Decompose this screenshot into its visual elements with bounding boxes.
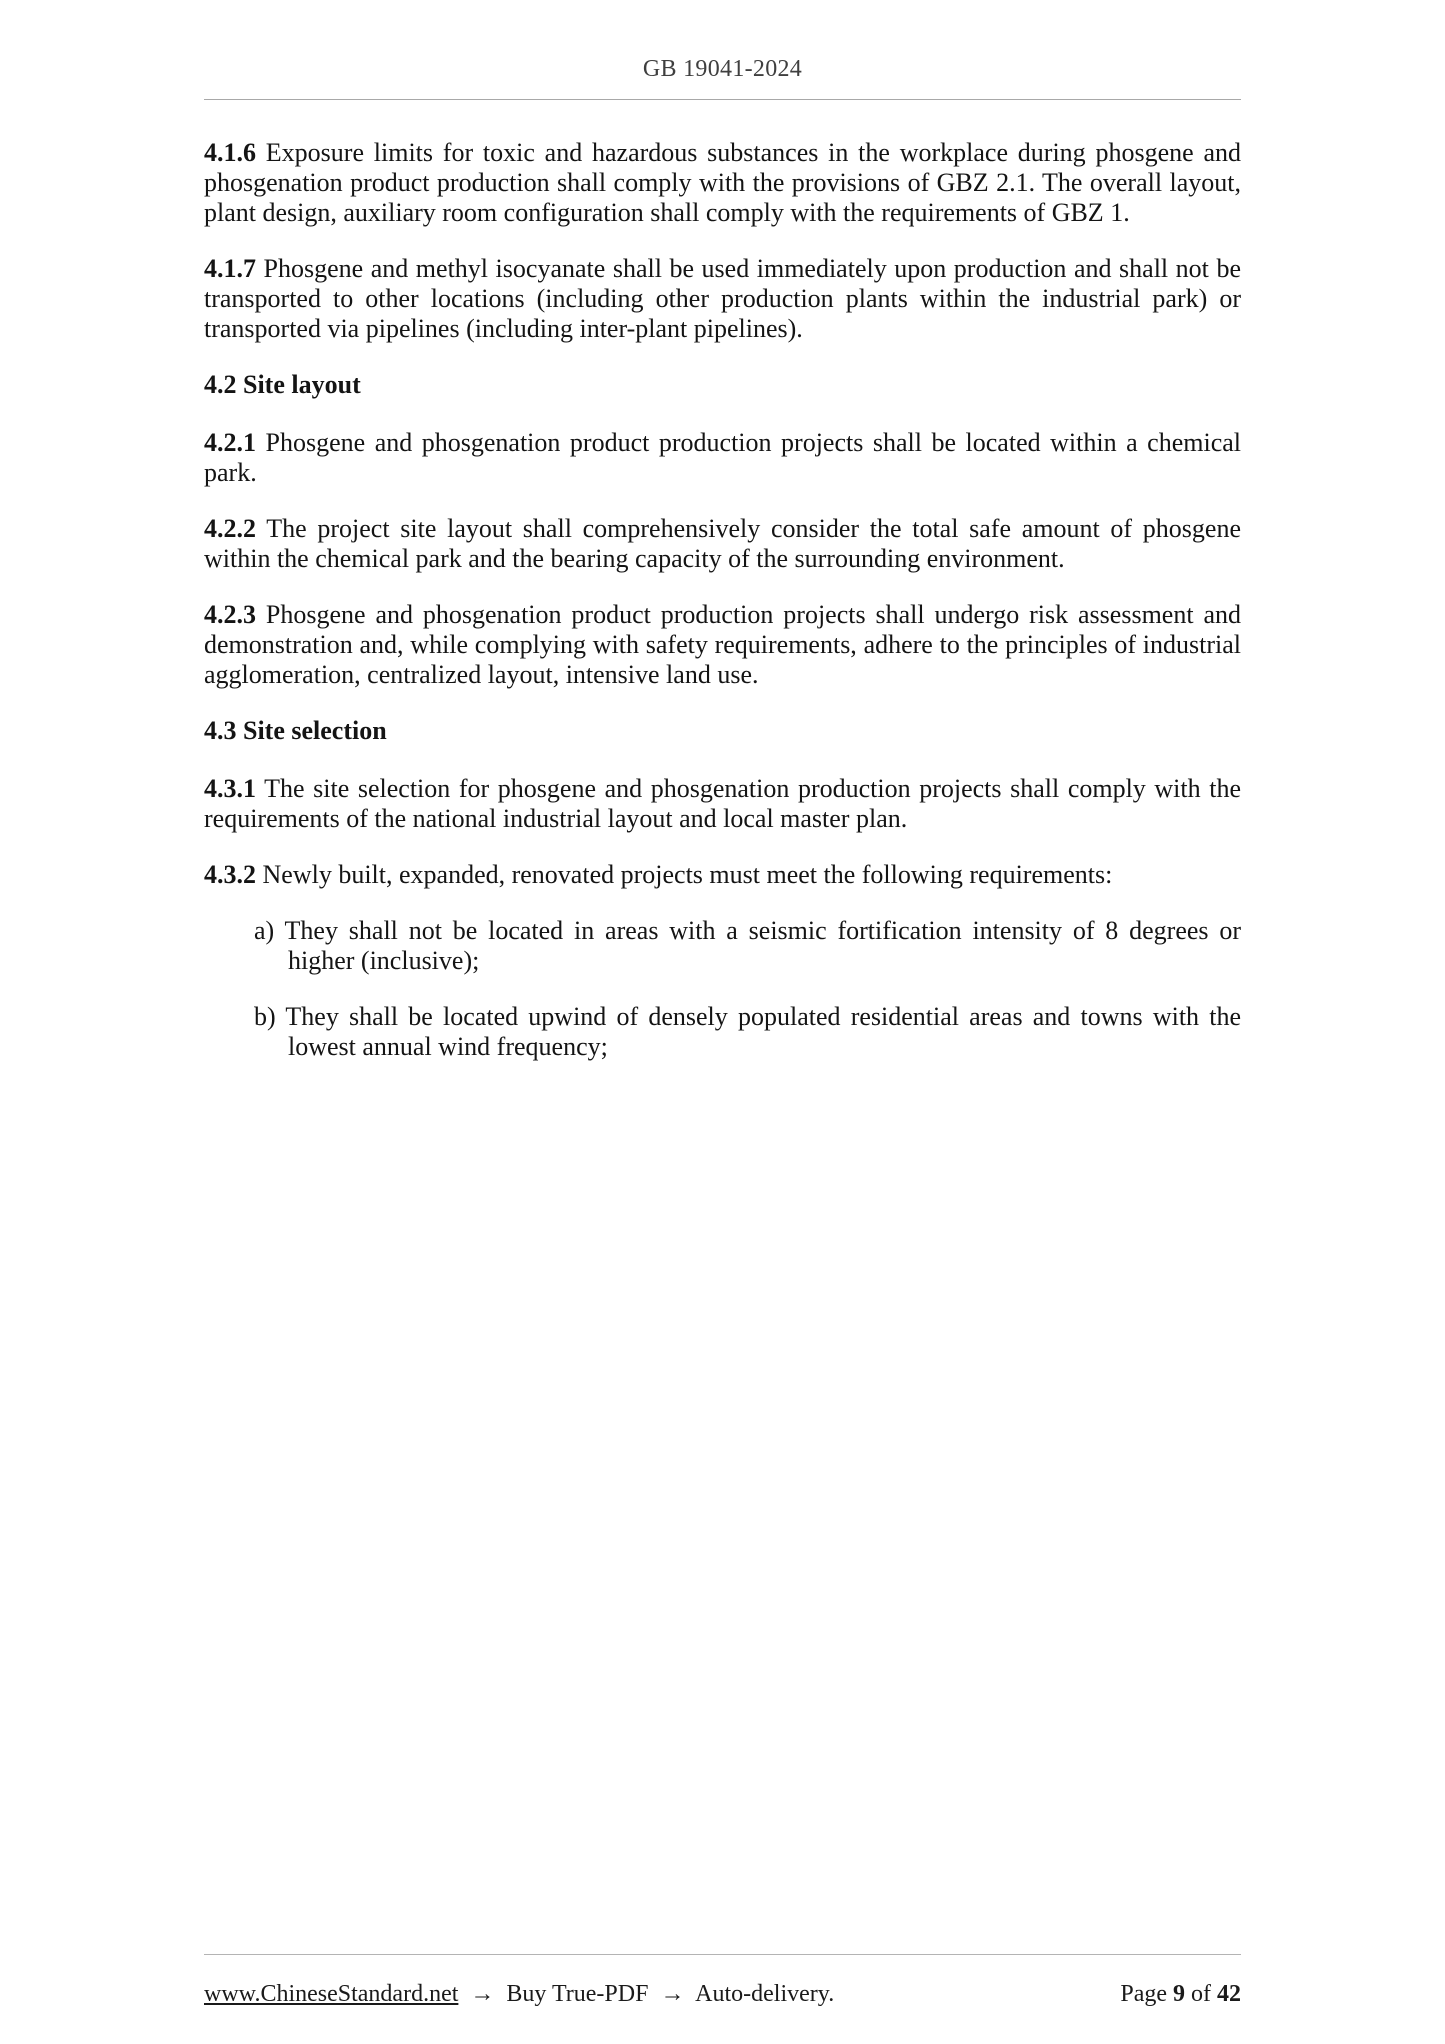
- clause-number: 4.2.2: [204, 514, 256, 543]
- document-content: [0, 100, 1445, 1062]
- clause-number: 4.1.6: [204, 138, 256, 167]
- list-item-b: [254, 1002, 1241, 1062]
- clause-4-3-1: [204, 774, 1241, 834]
- arrow-right-icon: →: [660, 1981, 685, 2007]
- list-label: b): [254, 1002, 276, 1031]
- auto-delivery-text: Auto-delivery.: [695, 1981, 835, 2007]
- list-label: a): [254, 916, 275, 945]
- footer-promo: [204, 1981, 834, 2008]
- clause-4-3-2: [204, 860, 1241, 890]
- clause-text: The site selection for phosgene and phosgenation production projects shall comply with the requirements of the national industrial layout and local master plan.: [204, 774, 1241, 833]
- clause-text: Exposure limits for toxic and hazardous substances in the workplace during phosgene and phosgenation product production shall comply with the provisions of GBZ 2.1. The overall layout, plant design, auxiliary room configuration shall comply with the requirements of GBZ 1.: [204, 138, 1241, 227]
- page-word: Page: [1120, 1981, 1167, 2007]
- clause-number: 4.3.1: [204, 774, 256, 803]
- clause-text: Phosgene and phosgenation product production projects shall undergo risk assessment and demonstration and, while complying with safety requirements, adhere to the principles of industrial agglomeration, centralized layout, intensive land use.: [204, 600, 1241, 689]
- buy-pdf-text: Buy True-PDF: [506, 1981, 649, 2007]
- clause-number: 4.2.3: [204, 600, 256, 629]
- list-text: They shall be located upwind of densely populated residential areas and towns with the lowest annual wind frequency;: [275, 1002, 1241, 1061]
- site-link[interactable]: www.ChineseStandard.net: [204, 1981, 459, 2007]
- page-footer: [204, 1954, 1241, 2008]
- arrow-right-icon: →: [470, 1981, 495, 2007]
- page-indicator: [1120, 1981, 1241, 2008]
- clause-text: The project site layout shall comprehensively consider the total safe amount of phosgene within the chemical park and the bearing capacity of the surrounding environment.: [204, 514, 1241, 573]
- standard-number: GB 19041-2024: [642, 56, 803, 82]
- clause-4-2-1: [204, 428, 1241, 488]
- of-word: of: [1191, 1981, 1211, 2007]
- page-total: 42: [1217, 1981, 1241, 2007]
- clause-4-2-2: [204, 514, 1241, 574]
- clause-text: Phosgene and phosgenation product production projects shall be located within a chemical park.: [204, 428, 1241, 487]
- clause-text: Phosgene and methyl isocyanate shall be used immediately upon production and shall not be transported to other locations (including other production plants within the industrial park) or transported via pipelines (including inter-plant pipelines).: [204, 254, 1241, 343]
- list-text: They shall not be located in areas with a seismic fortification intensity of 8 degrees or higher (inclusive);: [274, 916, 1241, 975]
- clause-number: 4.3.2: [204, 860, 256, 889]
- clause-text: Newly built, expanded, renovated projects must meet the following requirements:: [256, 860, 1113, 889]
- clause-4-1-6: [204, 138, 1241, 228]
- clause-4-1-7: [204, 254, 1241, 344]
- footer-divider: [204, 1954, 1241, 1955]
- page-number: 9: [1173, 1981, 1185, 2007]
- section-heading-4-3: 4.3 Site selection: [204, 716, 387, 745]
- clause-4-2-3: [204, 600, 1241, 690]
- clause-number: 4.2.1: [204, 428, 256, 457]
- section-heading-4-2: 4.2 Site layout: [204, 370, 361, 399]
- clause-number: 4.1.7: [204, 254, 256, 283]
- list-item-a: [254, 916, 1241, 976]
- page-header: [0, 0, 1445, 100]
